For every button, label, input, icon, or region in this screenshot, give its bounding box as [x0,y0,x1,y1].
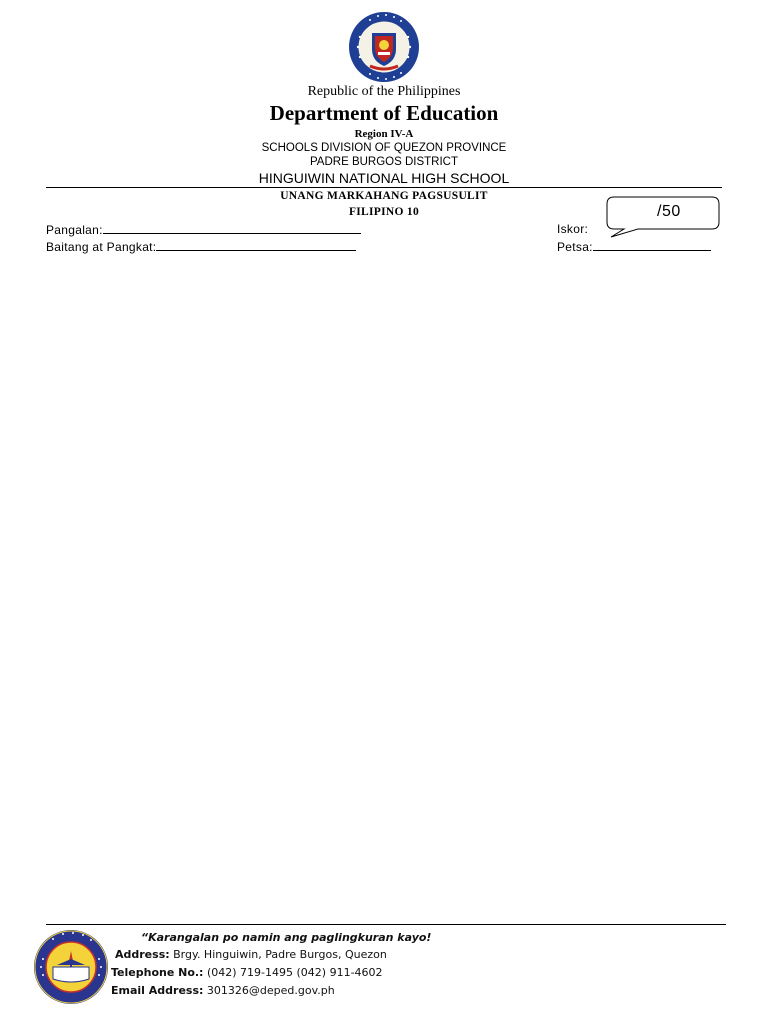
grade-section-blank[interactable] [156,239,356,251]
date-field[interactable] [557,239,711,254]
exam-subject: FILIPINO 10 [348,206,420,218]
email-line [111,984,335,997]
division-heading: SCHOOLS DIVISION OF QUEZON PROVINCE [261,142,507,154]
email-label: Email Address: [111,984,204,997]
date-blank[interactable] [593,239,711,251]
school-name: HINGUIWIN NATIONAL HIGH SCHOOL [258,170,510,186]
name-field[interactable] [46,222,361,237]
score-field [557,222,588,236]
region-heading: Region IV-A [354,128,414,140]
telephone-line [111,966,383,979]
deped-seal-icon [348,11,420,83]
exam-title: UNANG MARKAHANG PAGSUSULIT [280,190,488,202]
address-value: Brgy. Hinguiwin, Padre Burgos, Quezon [173,948,387,961]
address-label: Address: [115,948,170,961]
name-blank[interactable] [103,222,361,234]
district-heading: PADRE BURGOS DISTRICT [309,156,459,168]
score-total: /50 [657,203,681,220]
address-line [115,948,387,961]
telephone-value: (042) 719-1495 (042) 911-4602 [206,966,383,979]
name-label: Pangalan: [46,223,103,237]
email-value[interactable]: 301326@deped.gov.ph [206,984,335,997]
date-label: Petsa: [557,240,593,254]
grade-section-field[interactable] [46,239,356,254]
department-heading: Department of Education [269,101,499,125]
header-divider [46,187,722,188]
score-label: Iskor: [557,222,589,236]
telephone-label: Telephone No.: [111,966,204,979]
school-motto: “Karangalan po namin ang paglingkuran kayo! [141,931,432,944]
republic-heading: Republic of the Philippines [307,84,461,99]
footer-divider [46,924,726,925]
school-seal-icon [33,929,109,1005]
grade-section-label: Baitang at Pangkat: [46,240,157,254]
